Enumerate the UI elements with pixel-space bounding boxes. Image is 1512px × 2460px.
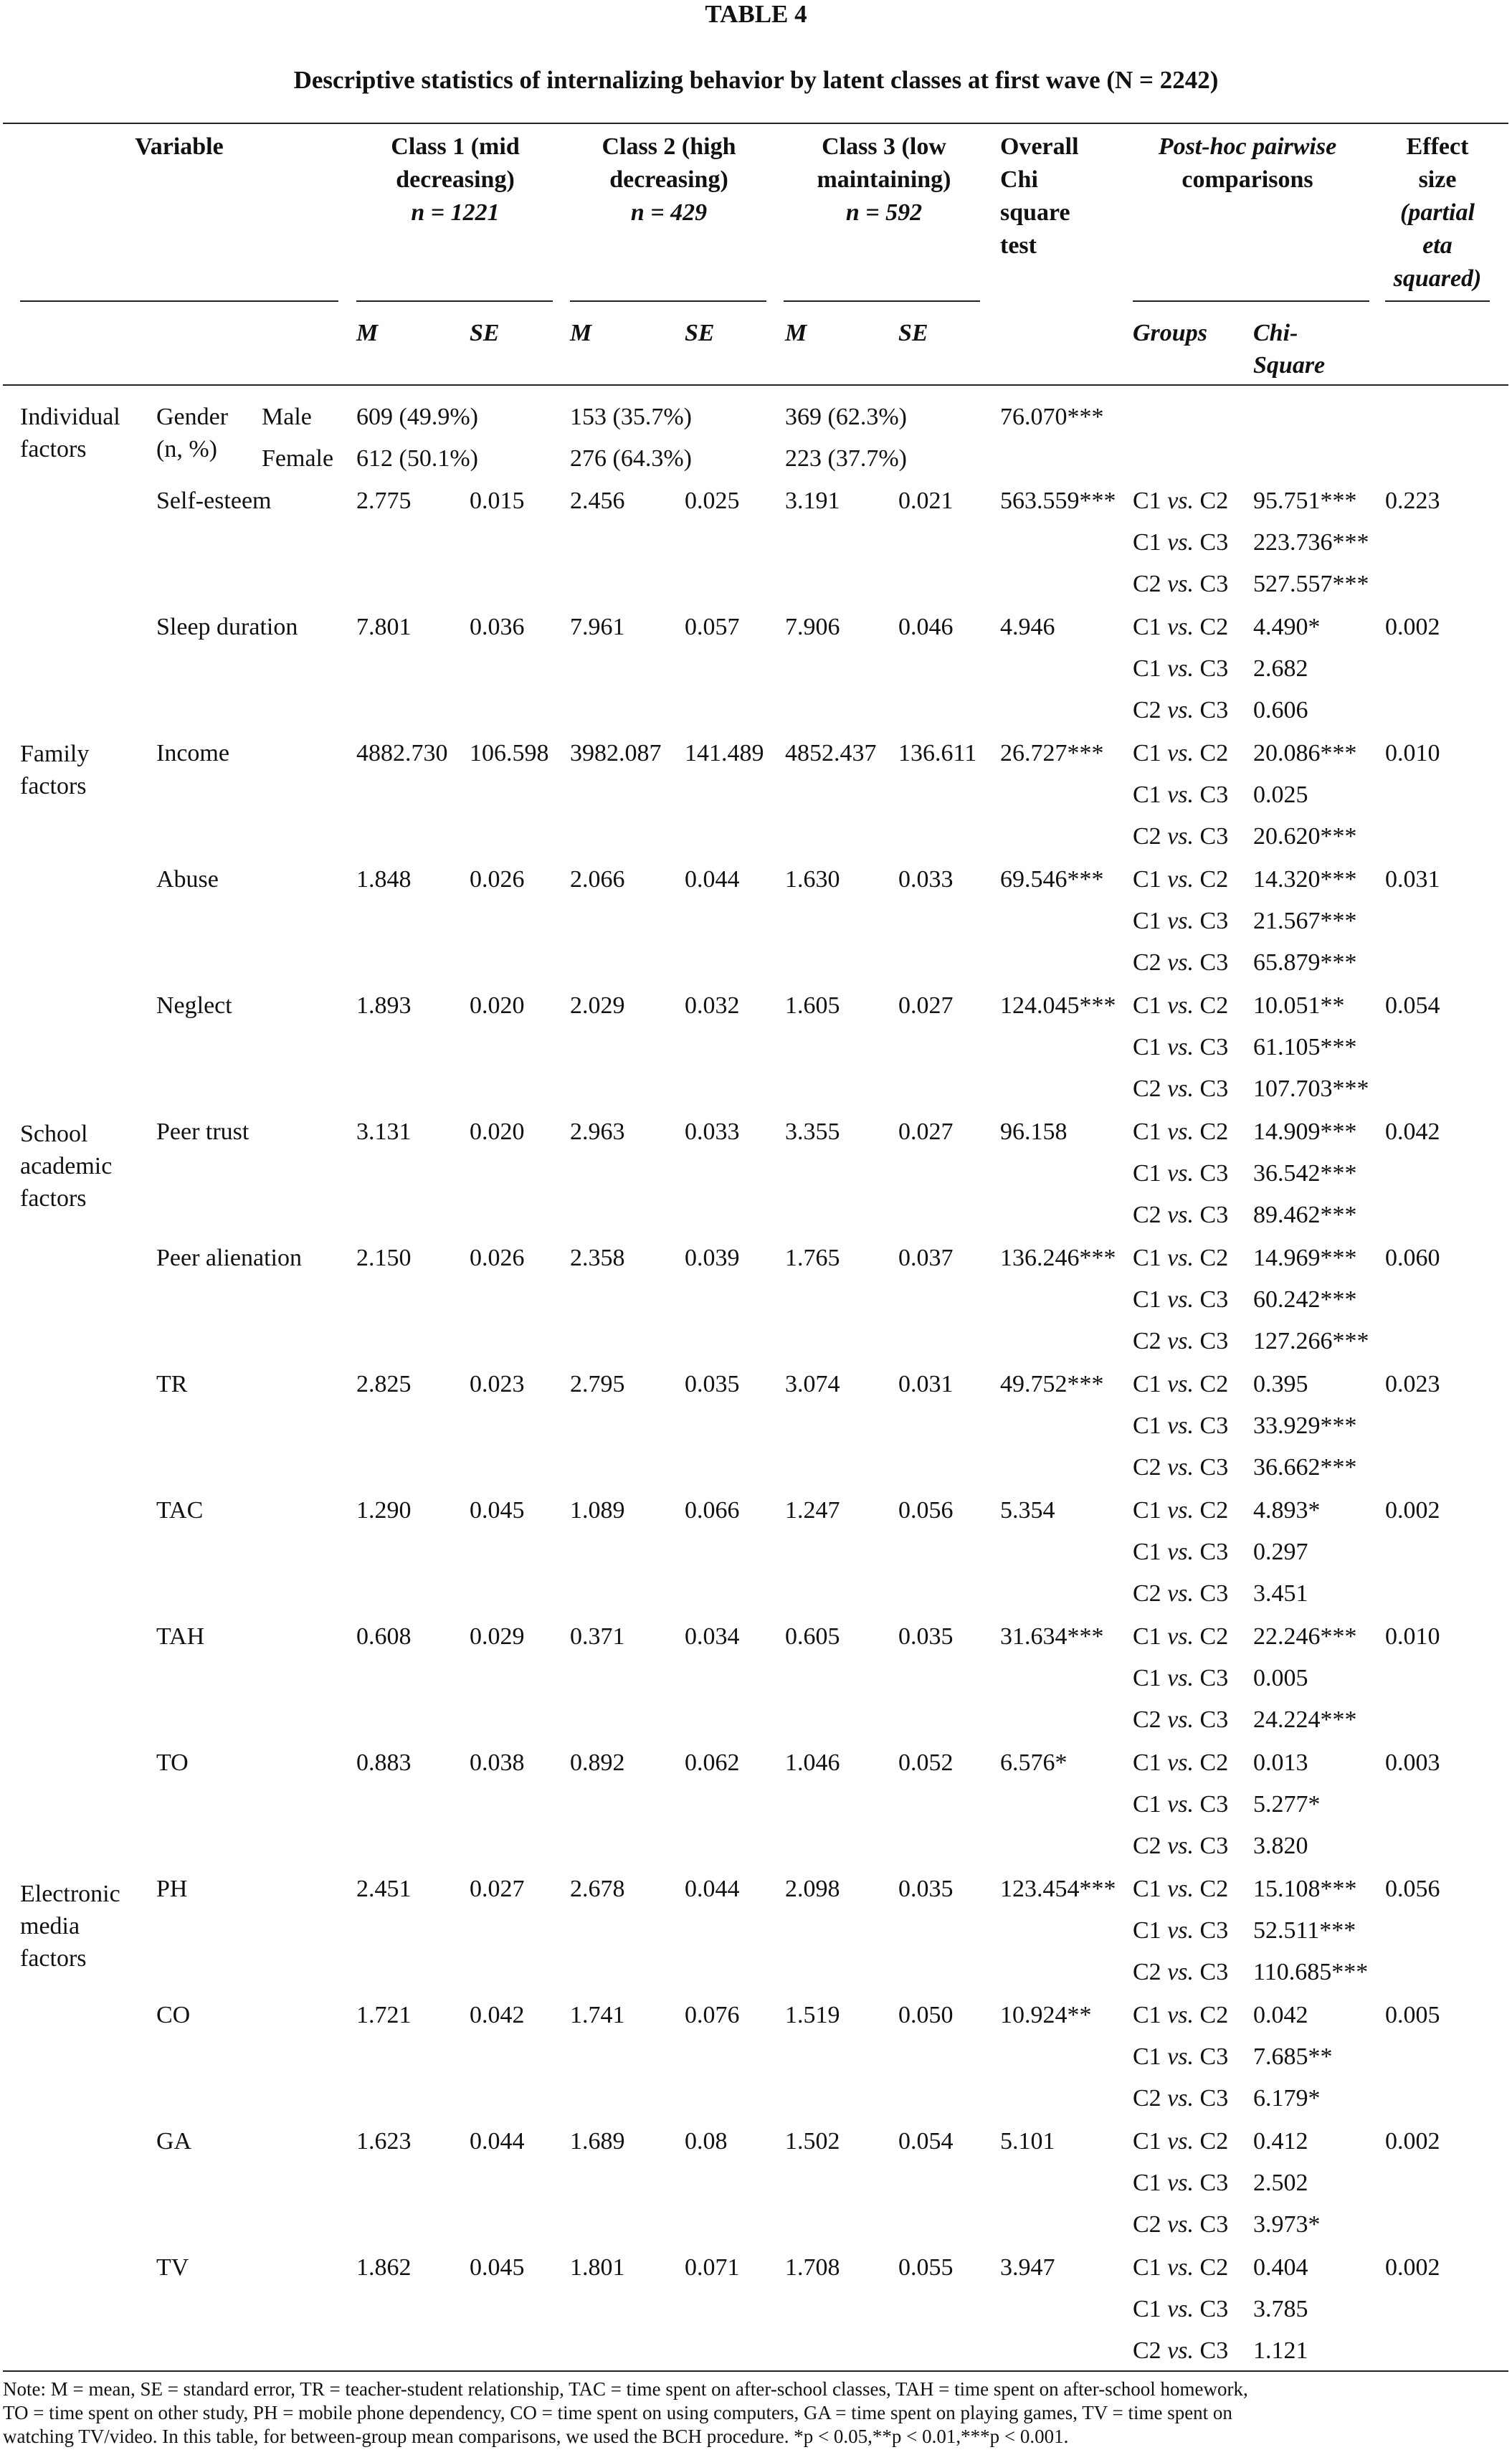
- row-class1-mean: 0.883: [356, 1749, 412, 1776]
- row-class2-se: 141.489: [685, 740, 764, 766]
- row-class1-mean: 4882.730: [356, 740, 448, 766]
- row-overall-chi: 5.354: [1000, 1497, 1055, 1524]
- row-comparison-chisq: 0.412: [1253, 2128, 1308, 2155]
- row-class3-mean: 3.191: [785, 488, 840, 514]
- row-comparison-chisq: 3.820: [1253, 1833, 1308, 1859]
- row-class3-se: 0.046: [898, 614, 954, 640]
- rule-variable: [20, 300, 338, 302]
- row-class2-se: 0.057: [685, 614, 740, 640]
- row-comparison-chisq: 0.005: [1253, 1665, 1308, 1691]
- header-class2: Class 2 (high decreasing) n = 429: [602, 133, 736, 226]
- row-comparison-chisq: 33.929***: [1253, 1412, 1357, 1439]
- row-comparison-group: C1 vs. C3: [1133, 1160, 1229, 1187]
- gender-female-c2: 276 (64.3%): [570, 445, 692, 472]
- row-comparison-chisq: 0.606: [1253, 697, 1308, 723]
- subheader-se1: SE: [470, 320, 500, 346]
- row-effect-size: 0.010: [1385, 1623, 1440, 1650]
- row-comparison-chisq: 0.042: [1253, 2002, 1308, 2028]
- row-class1-mean: 7.801: [356, 614, 412, 640]
- row-class2-mean: 2.456: [570, 488, 625, 514]
- row-comparison-chisq: 3.785: [1253, 2296, 1308, 2322]
- subheader-chisq-2: Square: [1253, 352, 1326, 379]
- row-overall-chi: 10.924**: [1000, 2002, 1092, 2028]
- row-comparison-group: C2 vs. C3: [1133, 1454, 1229, 1481]
- row-effect-size: 0.223: [1385, 488, 1440, 514]
- row-variable-name: TV: [156, 2254, 189, 2281]
- row-effect-size: 0.056: [1385, 1876, 1440, 1902]
- row-class3-se: 0.037: [898, 1245, 954, 1271]
- row-effect-size: 0.042: [1385, 1119, 1440, 1145]
- row-comparison-group: C1 vs. C2: [1133, 866, 1229, 893]
- row-class3-se: 0.021: [898, 488, 954, 514]
- category-school-1: School: [20, 1121, 88, 1147]
- row-comparison-chisq: 0.404: [1253, 2254, 1308, 2281]
- top-rule: [3, 123, 1508, 124]
- subheader-m3: M: [785, 320, 807, 346]
- row-class2-mean: 1.089: [570, 1497, 625, 1524]
- row-class1-se: 0.038: [470, 1749, 525, 1776]
- row-class1-se: 0.023: [470, 1371, 525, 1397]
- row-variable-name: TR: [156, 1371, 188, 1397]
- row-class3-se: 0.054: [898, 2128, 954, 2155]
- category-family-1: Family: [20, 741, 90, 767]
- row-comparison-chisq: 2.502: [1253, 2170, 1308, 2196]
- row-class3-mean: 1.630: [785, 866, 840, 893]
- row-comparison-group: C2 vs. C3: [1133, 2085, 1229, 2112]
- row-class3-se: 0.035: [898, 1623, 954, 1650]
- row-comparison-group: C1 vs. C3: [1133, 1665, 1229, 1691]
- row-variable-name: CO: [156, 2002, 191, 2028]
- row-overall-chi: 3.947: [1000, 2254, 1055, 2281]
- header-posthoc: Post-hoc pairwise comparisons: [1158, 133, 1337, 193]
- row-comparison-group: C2 vs. C3: [1133, 697, 1229, 723]
- row-class2-mean: 0.892: [570, 1749, 625, 1776]
- rule-effect: [1385, 300, 1490, 302]
- row-class2-se: 0.071: [685, 2254, 740, 2281]
- row-class3-mean: 1.247: [785, 1497, 840, 1524]
- row-class3-se: 0.035: [898, 1876, 954, 1902]
- row-class1-se: 0.042: [470, 2002, 525, 2028]
- row-class3-mean: 1.708: [785, 2254, 840, 2281]
- row-class2-se: 0.076: [685, 2002, 740, 2028]
- row-class1-se: 0.020: [470, 1119, 525, 1145]
- row-class1-mean: 2.451: [356, 1876, 412, 1902]
- row-comparison-group: C1 vs. C2: [1133, 992, 1229, 1019]
- row-class3-se: 0.052: [898, 1749, 954, 1776]
- row-comparison-group: C1 vs. C3: [1133, 2170, 1229, 2196]
- header-class1: Class 1 (mid decreasing) n = 1221: [391, 133, 520, 226]
- rule-class3: [784, 300, 980, 302]
- row-comparison-chisq: 527.557***: [1253, 571, 1369, 597]
- category-school-3: factors: [20, 1185, 87, 1212]
- note-line-1: Note: M = mean, SE = standard error, TR = teacher-student relationship, TAC = time spent on after-school classes, TAH = time spent on after-school homework,: [3, 2378, 1248, 2400]
- row-class3-se: 0.050: [898, 2002, 954, 2028]
- row-effect-size: 0.060: [1385, 1245, 1440, 1271]
- row-class2-mean: 2.066: [570, 866, 625, 893]
- row-class3-mean: 1.765: [785, 1245, 840, 1271]
- row-comparison-group: C1 vs. C2: [1133, 1119, 1229, 1145]
- row-class2-se: 0.08: [685, 2128, 728, 2155]
- row-class1-mean: 1.848: [356, 866, 412, 893]
- row-class3-mean: 1.502: [785, 2128, 840, 2155]
- row-class3-se: 0.033: [898, 866, 954, 893]
- row-comparison-chisq: 5.277*: [1253, 1791, 1321, 1818]
- gender-male-chi: 76.070***: [1000, 404, 1104, 430]
- row-class3-mean: 2.098: [785, 1876, 840, 1902]
- row-comparison-chisq: 60.242***: [1253, 1286, 1357, 1313]
- row-comparison-group: C2 vs. C3: [1133, 949, 1229, 976]
- row-class2-se: 0.025: [685, 488, 740, 514]
- row-comparison-group: C1 vs. C3: [1133, 655, 1229, 682]
- table-label: TABLE 4: [705, 0, 807, 28]
- row-class1-se: 0.015: [470, 488, 525, 514]
- row-comparison-chisq: 52.511***: [1253, 1917, 1356, 1944]
- row-variable-name: Sleep duration: [156, 614, 298, 640]
- row-class3-mean: 4852.437: [785, 740, 877, 766]
- rule-class2: [570, 300, 766, 302]
- header-chi-test: Overall Chi square test: [1000, 133, 1079, 259]
- row-comparison-chisq: 24.224***: [1253, 1706, 1357, 1733]
- row-class2-se: 0.034: [685, 1623, 740, 1650]
- row-class3-se: 0.027: [898, 1119, 954, 1145]
- row-class1-mean: 2.825: [356, 1371, 412, 1397]
- row-comparison-chisq: 2.682: [1253, 655, 1308, 682]
- row-comparison-chisq: 4.893*: [1253, 1497, 1321, 1524]
- row-overall-chi: 96.158: [1000, 1119, 1068, 1145]
- row-comparison-chisq: 22.246***: [1253, 1623, 1357, 1650]
- row-class2-se: 0.039: [685, 1245, 740, 1271]
- row-comparison-chisq: 110.685***: [1253, 1959, 1369, 1985]
- note-line-2: TO = time spent on other study, PH = mobile phone dependency, CO = time spent on using computers, GA = time spent on playing games, TV = time spent on: [3, 2402, 1232, 2423]
- row-comparison-group: C2 vs. C3: [1133, 1580, 1229, 1607]
- category-media-2: media: [20, 1913, 80, 1939]
- row-comparison-chisq: 36.542***: [1253, 1160, 1357, 1187]
- row-class1-se: 0.036: [470, 614, 525, 640]
- row-comparison-group: C1 vs. C3: [1133, 1791, 1229, 1818]
- row-comparison-group: C2 vs. C3: [1133, 2337, 1229, 2364]
- row-comparison-chisq: 14.969***: [1253, 1245, 1357, 1271]
- row-overall-chi: 5.101: [1000, 2128, 1055, 2155]
- row-comparison-group: C1 vs. C3: [1133, 1917, 1229, 1944]
- row-class2-se: 0.044: [685, 1876, 740, 1902]
- row-variable-name: PH: [156, 1876, 188, 1902]
- row-comparison-group: C2 vs. C3: [1133, 1328, 1229, 1354]
- row-class3-mean: 3.074: [785, 1371, 840, 1397]
- row-class3-se: 0.055: [898, 2254, 954, 2281]
- gender-female-label: Female: [262, 445, 334, 472]
- row-class1-mean: 1.623: [356, 2128, 412, 2155]
- row-effect-size: 0.005: [1385, 2002, 1440, 2028]
- rule-posthoc: [1133, 300, 1369, 302]
- note-line-3: watching TV/video. In this table, for between-group mean comparisons, we used the BCH procedure. *p < 0.05,**p < 0.01,***p < 0.001.: [3, 2426, 1069, 2447]
- row-class3-mean: 7.906: [785, 614, 840, 640]
- row-comparison-chisq: 20.620***: [1253, 823, 1357, 850]
- row-comparison-group: C2 vs. C3: [1133, 1833, 1229, 1859]
- row-comparison-chisq: 223.736***: [1253, 529, 1369, 556]
- row-class2-mean: 2.358: [570, 1245, 625, 1271]
- row-overall-chi: 136.246***: [1000, 1245, 1116, 1271]
- rule-class1: [356, 300, 553, 302]
- row-class1-se: 0.020: [470, 992, 525, 1019]
- row-effect-size: 0.002: [1385, 2128, 1440, 2155]
- row-comparison-group: C1 vs. C2: [1133, 1623, 1229, 1650]
- row-comparison-chisq: 107.703***: [1253, 1075, 1369, 1102]
- row-class3-se: 0.031: [898, 1371, 954, 1397]
- row-class1-mean: 1.893: [356, 992, 412, 1019]
- row-class2-mean: 2.029: [570, 992, 625, 1019]
- row-comparison-group: C1 vs. C2: [1133, 1245, 1229, 1271]
- row-overall-chi: 49.752***: [1000, 1371, 1104, 1397]
- category-individual-1: Individual: [20, 404, 120, 430]
- row-comparison-group: C1 vs. C2: [1133, 2254, 1229, 2281]
- row-class1-se: 0.029: [470, 1623, 525, 1650]
- row-overall-chi: 563.559***: [1000, 488, 1116, 514]
- row-comparison-group: C1 vs. C2: [1133, 1371, 1229, 1397]
- row-class2-mean: 2.963: [570, 1119, 625, 1145]
- row-overall-chi: 4.946: [1000, 614, 1055, 640]
- row-class1-se: 0.027: [470, 1876, 525, 1902]
- row-comparison-group: C2 vs. C3: [1133, 1202, 1229, 1228]
- row-overall-chi: 26.727***: [1000, 740, 1104, 766]
- category-media-1: Electronic: [20, 1881, 120, 1907]
- row-comparison-group: C1 vs. C2: [1133, 1876, 1229, 1902]
- row-comparison-group: C2 vs. C3: [1133, 2211, 1229, 2238]
- row-comparison-chisq: 10.051**: [1253, 992, 1345, 1019]
- subheader-se3: SE: [898, 320, 928, 346]
- row-class1-se: 0.044: [470, 2128, 525, 2155]
- row-comparison-chisq: 0.297: [1253, 1539, 1308, 1565]
- row-comparison-chisq: 89.462***: [1253, 1202, 1357, 1228]
- row-overall-chi: 69.546***: [1000, 866, 1104, 893]
- row-class1-mean: 0.608: [356, 1623, 412, 1650]
- row-comparison-chisq: 6.179*: [1253, 2085, 1321, 2112]
- row-comparison-group: C1 vs. C2: [1133, 1749, 1229, 1776]
- gender-sub-label: (n, %): [156, 436, 217, 462]
- row-effect-size: 0.002: [1385, 1497, 1440, 1524]
- row-class2-mean: 7.961: [570, 614, 625, 640]
- row-comparison-chisq: 15.108***: [1253, 1876, 1357, 1902]
- gender-male-c3: 369 (62.3%): [785, 404, 907, 430]
- row-class3-se: 0.027: [898, 992, 954, 1019]
- gender-female-c1: 612 (50.1%): [356, 445, 478, 472]
- row-comparison-group: C1 vs. C2: [1133, 488, 1229, 514]
- row-comparison-group: C1 vs. C2: [1133, 614, 1229, 640]
- row-class1-se: 0.045: [470, 2254, 525, 2281]
- row-class3-se: 136.611: [898, 740, 977, 766]
- subheader-chisq-1: Chi-: [1253, 320, 1298, 346]
- row-comparison-group: C1 vs. C3: [1133, 1034, 1229, 1060]
- row-class3-mean: 3.355: [785, 1119, 840, 1145]
- row-comparison-group: C1 vs. C3: [1133, 1286, 1229, 1313]
- row-effect-size: 0.023: [1385, 1371, 1440, 1397]
- row-comparison-chisq: 4.490*: [1253, 614, 1321, 640]
- row-comparison-group: C1 vs. C3: [1133, 2296, 1229, 2322]
- row-comparison-group: C1 vs. C2: [1133, 1497, 1229, 1524]
- row-comparison-chisq: 7.685**: [1253, 2043, 1333, 2070]
- row-class1-se: 106.598: [470, 740, 549, 766]
- subheader-m1: M: [356, 320, 379, 346]
- row-comparison-chisq: 36.662***: [1253, 1454, 1357, 1481]
- row-class1-se: 0.026: [470, 866, 525, 893]
- row-comparison-chisq: 61.105***: [1253, 1034, 1357, 1060]
- category-media-3: factors: [20, 1945, 87, 1972]
- row-comparison-group: C1 vs. C3: [1133, 1412, 1229, 1439]
- row-variable-name: Income: [156, 740, 229, 766]
- row-comparison-chisq: 1.121: [1253, 2337, 1308, 2364]
- header-effect-size: Effect size (partial eta squared): [1393, 133, 1482, 292]
- row-class1-mean: 2.150: [356, 1245, 412, 1271]
- table-note: [3, 2378, 1508, 2449]
- row-comparison-chisq: 14.909***: [1253, 1119, 1357, 1145]
- subheader-se2: SE: [685, 320, 715, 346]
- row-overall-chi: 123.454***: [1000, 1876, 1116, 1902]
- row-class1-mean: 1.721: [356, 2002, 412, 2028]
- subheader-groups: Groups: [1133, 320, 1207, 346]
- row-class2-mean: 3982.087: [570, 740, 662, 766]
- row-comparison-chisq: 3.973*: [1253, 2211, 1321, 2238]
- row-class3-mean: 0.605: [785, 1623, 840, 1650]
- gender-male-c2: 153 (35.7%): [570, 404, 692, 430]
- header-class3: Class 3 (low maintaining) n = 592: [817, 133, 951, 226]
- row-comparison-group: C1 vs. C2: [1133, 740, 1229, 766]
- row-variable-name: GA: [156, 2128, 192, 2155]
- row-class2-se: 0.044: [685, 866, 740, 893]
- row-variable-name: TAH: [156, 1623, 205, 1650]
- row-comparison-group: C1 vs. C3: [1133, 1539, 1229, 1565]
- row-variable-name: Peer alienation: [156, 1245, 302, 1271]
- row-comparison-group: C1 vs. C3: [1133, 529, 1229, 556]
- row-effect-size: 0.054: [1385, 992, 1440, 1019]
- row-comparison-chisq: 0.013: [1253, 1749, 1308, 1776]
- row-class1-mean: 2.775: [356, 488, 412, 514]
- row-comparison-chisq: 21.567***: [1253, 908, 1357, 934]
- row-comparison-chisq: 0.395: [1253, 1371, 1308, 1397]
- row-comparison-chisq: 95.751***: [1253, 488, 1357, 514]
- row-variable-name: TAC: [156, 1497, 204, 1524]
- row-effect-size: 0.010: [1385, 740, 1440, 766]
- row-class2-se: 0.035: [685, 1371, 740, 1397]
- row-overall-chi: 124.045***: [1000, 992, 1116, 1019]
- header-variable: Variable: [135, 133, 224, 160]
- row-comparison-group: C2 vs. C3: [1133, 1075, 1229, 1102]
- category-school-2: academic: [20, 1153, 113, 1179]
- gender-female-c3: 223 (37.7%): [785, 445, 907, 472]
- table-caption: Descriptive statistics of internalizing behavior by latent classes at first wave (N = 2242): [293, 66, 1219, 94]
- category-family-2: factors: [20, 773, 87, 799]
- row-comparison-chisq: 0.025: [1253, 782, 1308, 808]
- row-effect-size: 0.031: [1385, 866, 1440, 893]
- row-comparison-group: C1 vs. C2: [1133, 2128, 1229, 2155]
- row-comparison-group: C1 vs. C2: [1133, 2002, 1229, 2028]
- subheader-m2: M: [570, 320, 592, 346]
- row-class3-mean: 1.046: [785, 1749, 840, 1776]
- row-class3-mean: 1.605: [785, 992, 840, 1019]
- row-comparison-chisq: 20.086***: [1253, 740, 1357, 766]
- row-class2-se: 0.032: [685, 992, 740, 1019]
- row-comparison-group: C1 vs. C3: [1133, 2043, 1229, 2070]
- row-class1-mean: 1.290: [356, 1497, 412, 1524]
- row-effect-size: 0.003: [1385, 1749, 1440, 1776]
- row-class1-mean: 1.862: [356, 2254, 412, 2281]
- row-variable-name: TO: [156, 1749, 189, 1776]
- category-individual-2: factors: [20, 436, 87, 462]
- row-effect-size: 0.002: [1385, 614, 1440, 640]
- row-class2-mean: 1.741: [570, 2002, 625, 2028]
- row-effect-size: 0.002: [1385, 2254, 1440, 2281]
- row-class2-se: 0.033: [685, 1119, 740, 1145]
- row-overall-chi: 31.634***: [1000, 1623, 1104, 1650]
- row-comparison-group: C2 vs. C3: [1133, 823, 1229, 850]
- row-class1-se: 0.026: [470, 1245, 525, 1271]
- row-class1-mean: 3.131: [356, 1119, 412, 1145]
- row-overall-chi: 6.576*: [1000, 1749, 1068, 1776]
- row-class3-mean: 1.519: [785, 2002, 840, 2028]
- row-class2-mean: 2.795: [570, 1371, 625, 1397]
- row-comparison-group: C1 vs. C3: [1133, 782, 1229, 808]
- row-comparison-group: C2 vs. C3: [1133, 1959, 1229, 1985]
- row-variable-name: Self-esteem: [156, 488, 272, 514]
- gender-male-label: Male: [262, 404, 312, 430]
- row-comparison-group: C2 vs. C3: [1133, 1706, 1229, 1733]
- row-variable-name: Neglect: [156, 992, 232, 1019]
- row-class2-se: 0.066: [685, 1497, 740, 1524]
- bottom-rule: [3, 2370, 1508, 2372]
- row-variable-name: Abuse: [156, 866, 219, 893]
- row-comparison-chisq: 3.451: [1253, 1580, 1308, 1607]
- row-comparison-chisq: 65.879***: [1253, 949, 1357, 976]
- row-class2-mean: 1.689: [570, 2128, 625, 2155]
- row-class1-se: 0.045: [470, 1497, 525, 1524]
- header-bottom-rule: [3, 384, 1508, 386]
- row-class2-mean: 0.371: [570, 1623, 625, 1650]
- row-class3-se: 0.056: [898, 1497, 954, 1524]
- gender-male-c1: 609 (49.9%): [356, 404, 478, 430]
- row-class2-se: 0.062: [685, 1749, 740, 1776]
- row-variable-name: Peer trust: [156, 1119, 249, 1145]
- row-comparison-chisq: 127.266***: [1253, 1328, 1369, 1354]
- row-comparison-group: C1 vs. C3: [1133, 908, 1229, 934]
- gender-label: Gender: [156, 404, 229, 430]
- row-class2-mean: 2.678: [570, 1876, 625, 1902]
- row-comparison-group: C2 vs. C3: [1133, 571, 1229, 597]
- row-class2-mean: 1.801: [570, 2254, 625, 2281]
- row-comparison-chisq: 14.320***: [1253, 866, 1357, 893]
